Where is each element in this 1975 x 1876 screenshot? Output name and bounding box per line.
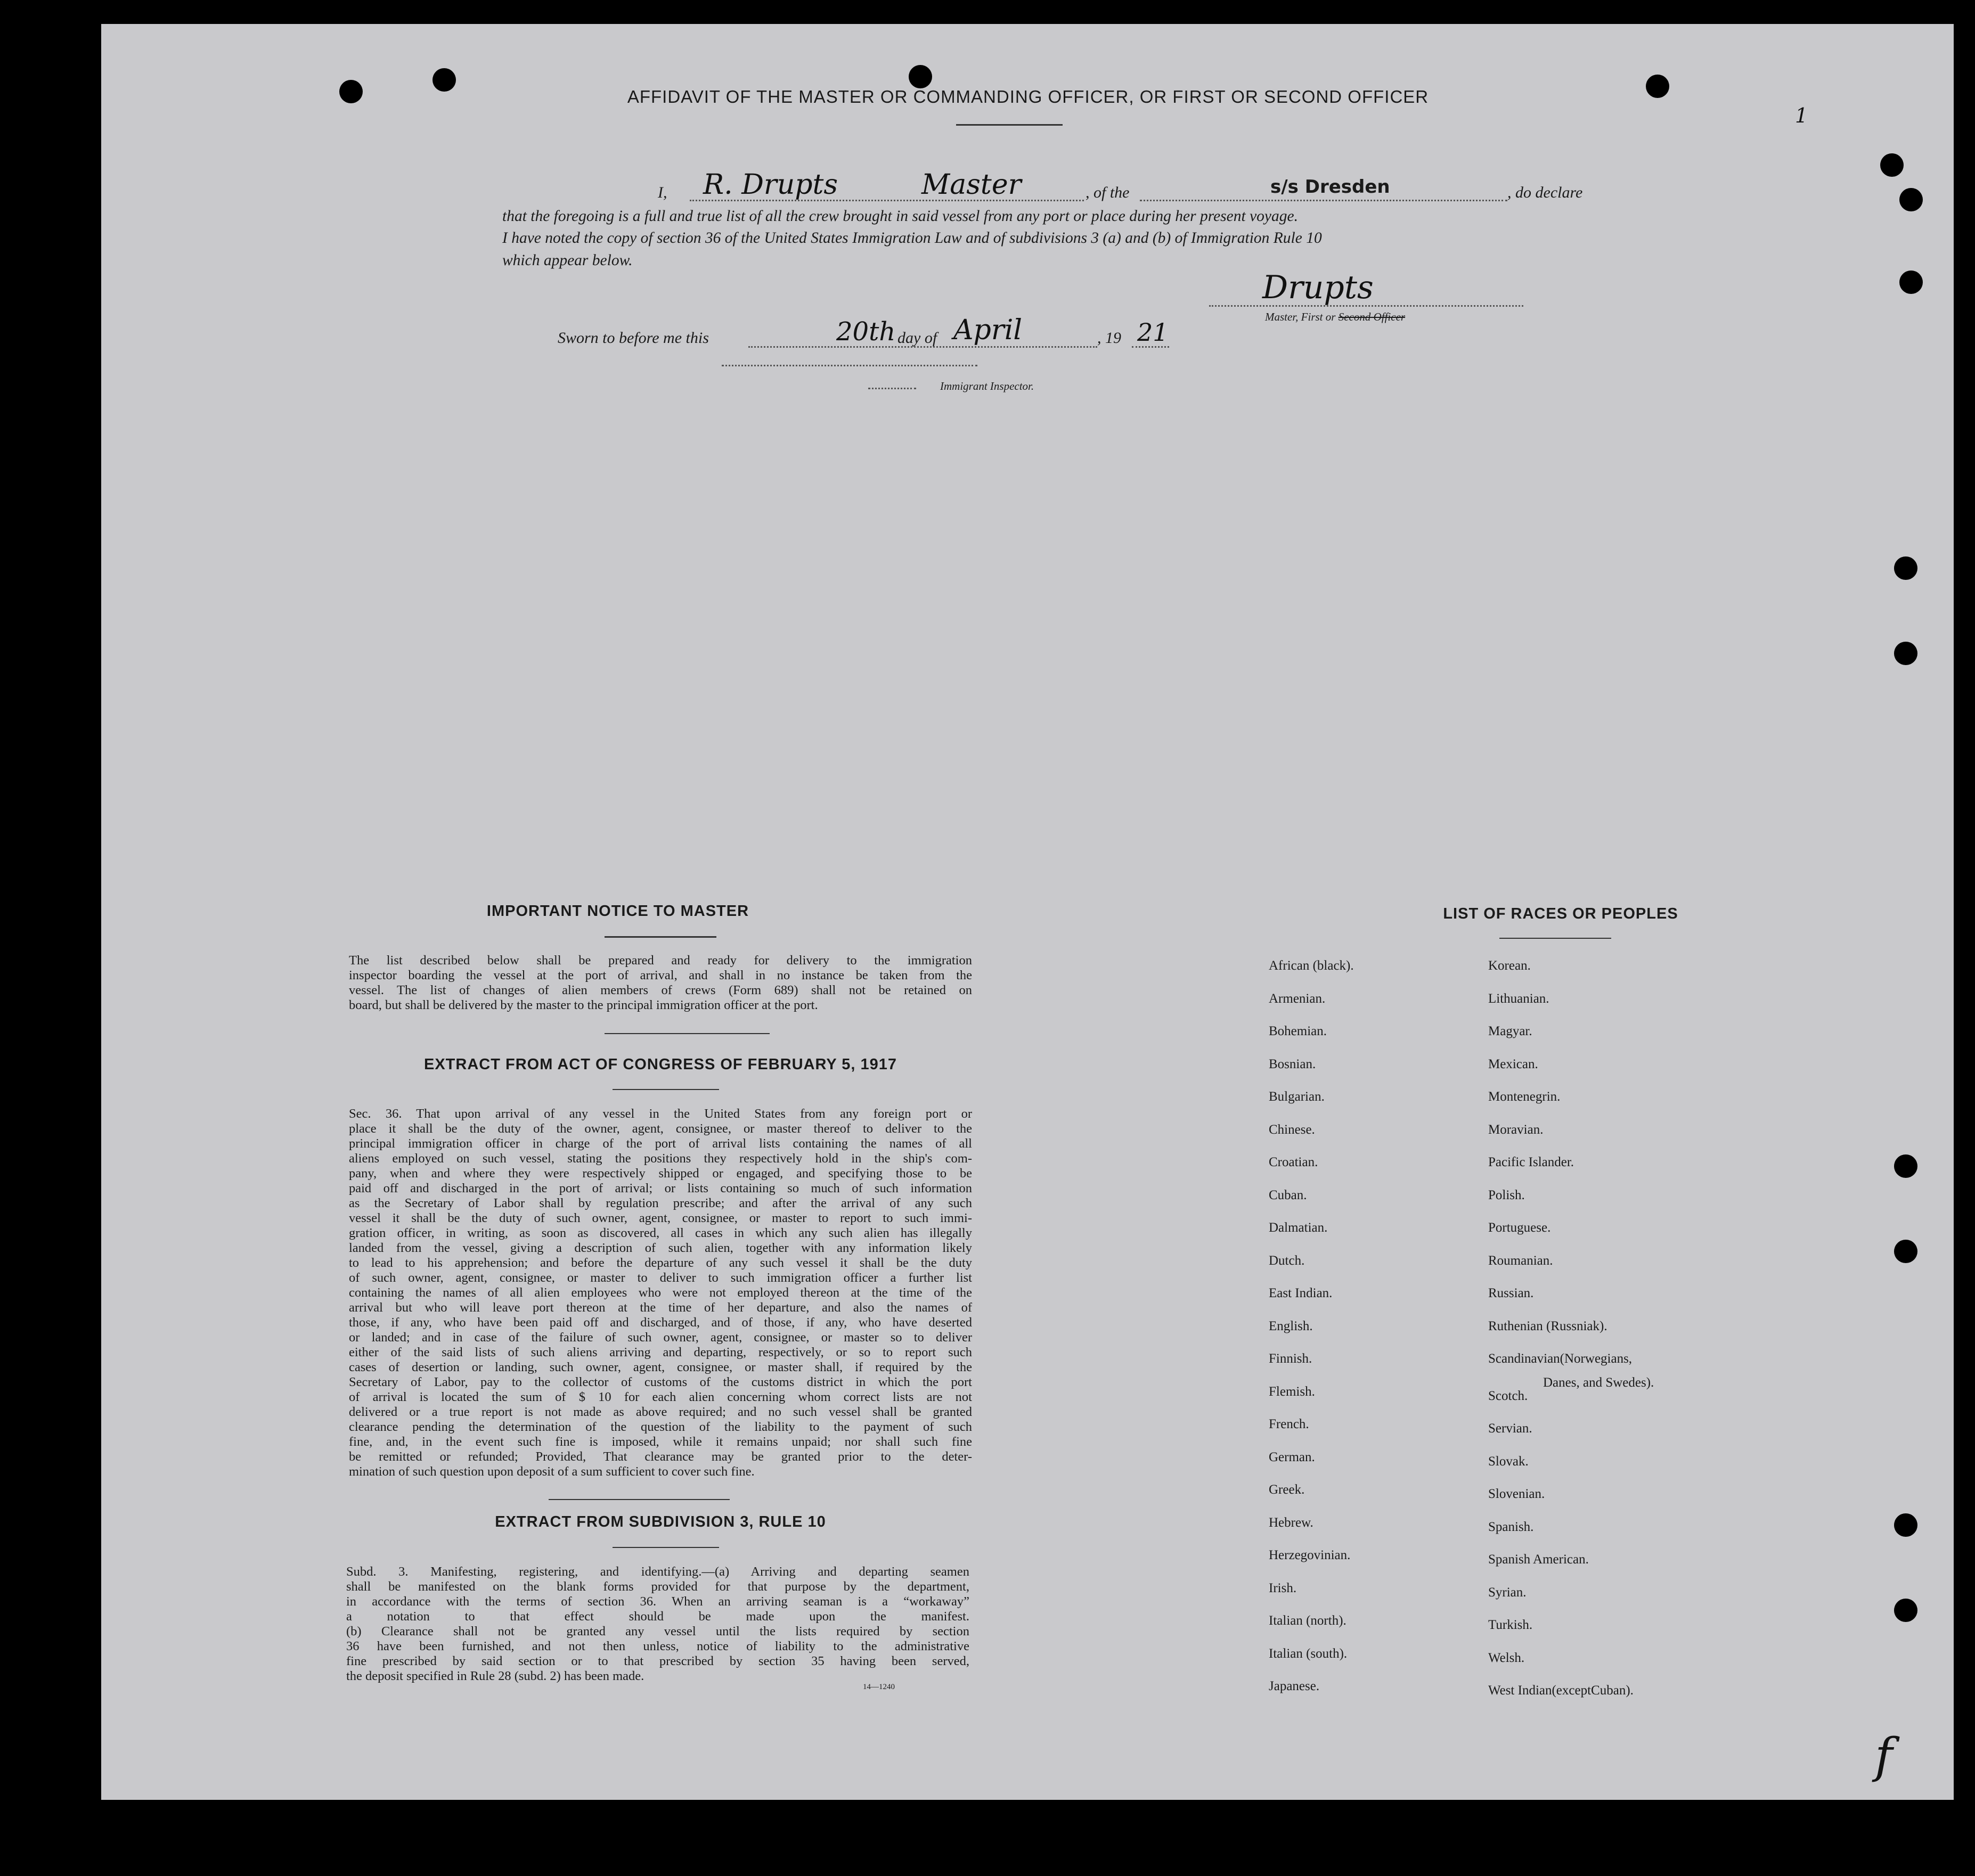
text-line: either of the said lists of such aliens arriving and departing, respectively, or so to report such xyxy=(349,1345,972,1359)
race-item: Flemish. xyxy=(1269,1385,1315,1399)
name-line xyxy=(690,200,1084,201)
punch-hole xyxy=(339,80,363,103)
text-line: those, if any, who have been paid off and discharged, and of those, if any, who have deserted xyxy=(349,1315,972,1330)
divider xyxy=(605,1033,770,1034)
race-item: Chinese. xyxy=(1269,1123,1315,1137)
text-line: or landed; and in case of the failure of such owner, agent, consignee, or master so to deliver xyxy=(349,1330,972,1345)
of-the-text: , of the xyxy=(1086,184,1130,201)
race-item: Dutch. xyxy=(1269,1254,1305,1268)
sworn-year: 21 xyxy=(1137,318,1169,347)
race-item: East Indian. xyxy=(1269,1286,1333,1300)
do-declare-text: , do declare xyxy=(1507,184,1583,201)
race-item: Mexican. xyxy=(1488,1057,1538,1071)
text-line: board, but shall be delivered by the master to the principal immigration officer at the port. xyxy=(349,998,818,1012)
race-item: Dalmatian. xyxy=(1269,1220,1328,1235)
form-number: 14—1240 xyxy=(863,1683,895,1691)
punch-hole xyxy=(1894,1240,1917,1263)
text-line: pany, when and where they were respectively shipped or engaged, and specifying those to be xyxy=(349,1166,972,1181)
race-item: Italian (north). xyxy=(1269,1613,1346,1628)
text-line: fine prescribed by said section or to that prescribed by section 35 having been served, xyxy=(346,1654,969,1668)
text-line: vessel it shall be the duty of such owner, agent, consignee, or master to report to such immi- xyxy=(349,1211,972,1225)
race-item: Servian. xyxy=(1488,1421,1532,1436)
race-item: Irish. xyxy=(1269,1581,1297,1595)
text-line: inspector boarding the vessel at the port of arrival, and shall in no instance be taken from the xyxy=(349,968,972,982)
races-title: LIST OF RACES OR PEOPLES xyxy=(1443,905,1678,922)
race-item: Welsh. xyxy=(1488,1651,1525,1665)
punch-hole xyxy=(1894,1513,1917,1537)
race-item: Montenegrin. xyxy=(1488,1089,1561,1104)
text-line: clearance pending the determination of the question of the liability to the payment of such xyxy=(349,1420,972,1434)
sworn-day: 20th xyxy=(836,317,896,347)
affidavit-title: AFFIDAVIT OF THE MASTER OR COMMANDING OFFICER, OR FIRST OR SECOND OFFICER xyxy=(627,87,1429,107)
affidavit-line3: I have noted the copy of section 36 of the United States Immigration Law and of subdivisions 3 (a) and (b) of Immigration Rule 10 xyxy=(502,230,1322,247)
race-item: Russian. xyxy=(1488,1286,1534,1300)
race-item: Turkish. xyxy=(1488,1618,1533,1632)
text-line: arrival but who will leave port thereon at the time of her departure, and also the names of xyxy=(349,1300,972,1315)
year-line xyxy=(1132,346,1169,348)
master-name: R. Drupts xyxy=(703,169,838,201)
signature-caption xyxy=(1265,310,1405,324)
race-item: Cuban. xyxy=(1269,1188,1307,1202)
race-item: French. xyxy=(1269,1417,1309,1431)
race-item: Slovenian. xyxy=(1488,1487,1545,1501)
text-line: the deposit specified in Rule 28 (subd. 2) has been made. xyxy=(346,1669,644,1683)
text-line: cases of desertion or landing, such owner, agent, consignee, or master shall, if required by the xyxy=(349,1360,972,1374)
affidavit-line2: that the foregoing is a full and true list of all the crew brought in said vessel from any port or place during her present voyage. xyxy=(502,208,1298,225)
race-item: Croatian. xyxy=(1269,1155,1318,1169)
extract-rule-body xyxy=(346,1564,969,1684)
master-signature: Drupts xyxy=(1262,269,1374,306)
master-rank: Master xyxy=(921,169,1022,201)
text-line: fine, and, in the event such fine is imposed, while it remains unpaid; nor shall such fine xyxy=(349,1435,972,1449)
punch-hole xyxy=(1894,556,1917,580)
day-of-text: day of xyxy=(897,329,937,347)
text-line: delivered or a true report is not made as above required; and no such vessel shall be granted xyxy=(349,1405,972,1419)
races-underline xyxy=(1499,938,1611,939)
text-line: be remitted or refunded; Provided, That clearance may be granted prior to the deter- xyxy=(349,1449,972,1464)
extract-rule-underline xyxy=(613,1547,719,1548)
race-item: Slovak. xyxy=(1488,1454,1529,1469)
text-line: Subd. 3. Manifesting, registering, and identifying.—(a) Arriving and departing seamen xyxy=(346,1564,969,1579)
text-line: 36 have been furnished, and not then unless, notice of liability to the administrative xyxy=(346,1639,969,1653)
affidavit-i: I, xyxy=(658,184,667,201)
vessel-name: s/s Dresden xyxy=(1270,176,1390,198)
text-line: landed from the vessel, giving a description of such alien, together with any information likely xyxy=(349,1241,972,1255)
punch-hole xyxy=(909,65,932,88)
year-prefix: , 19 xyxy=(1097,329,1121,347)
race-item: Scandinavian(Norwegians, xyxy=(1488,1351,1633,1366)
text-line: paid off and discharged in the port of arrival; or lists containing so much of such information xyxy=(349,1181,972,1195)
extract-rule-title: EXTRACT FROM SUBDIVISION 3, RULE 10 xyxy=(495,1513,826,1530)
text-line: containing the names of all alien employees who were not employed thereon at the time of the xyxy=(349,1285,972,1300)
race-item: Spanish. xyxy=(1488,1520,1534,1534)
text-line: a notation to that effect should be made upon the manifest. xyxy=(346,1609,969,1624)
text-line: mination of such question upon deposit of a sum sufficient to cover such fine. xyxy=(349,1464,755,1479)
text-line: of arrival is located the sum of $ 10 for each alien concerning whom correct lists are not xyxy=(349,1390,972,1404)
vessel-line xyxy=(1140,200,1507,201)
text-line: in accordance with the terms of section 36. When an arriving seaman is a “workaway” xyxy=(346,1594,969,1609)
race-item: Syrian. xyxy=(1488,1585,1527,1600)
document-sheet xyxy=(101,24,1954,1800)
margin-mark: f xyxy=(1875,1728,1893,1784)
notice-body xyxy=(349,953,972,1013)
race-item: Korean. xyxy=(1488,959,1531,973)
text-line: as the Secretary of Labor shall by regulation prescribe; and after the arrival of any such xyxy=(349,1196,972,1210)
text-line: place it shall be the duty of the owner, agent, consignee, or master thereof to deliver to the xyxy=(349,1121,972,1136)
sworn-text: Sworn to before me this xyxy=(558,329,709,347)
race-item: Spanish American. xyxy=(1488,1552,1589,1567)
text-line: gration officer, in writing, as soon as discovered, all cases in which any such alien has illegally xyxy=(349,1226,972,1240)
text-line: Sec. 36. That upon arrival of any vessel in the United States from any foreign port or xyxy=(349,1107,972,1121)
text-line: principal immigration officer in charge of the port of arrival lists containing the names of all xyxy=(349,1136,972,1151)
race-item: Roumanian. xyxy=(1488,1254,1553,1268)
race-item: Herzegovinian. xyxy=(1269,1548,1351,1562)
punch-hole xyxy=(1899,188,1923,211)
caption-struck: Second Officer xyxy=(1338,310,1406,323)
punch-hole xyxy=(1646,75,1669,98)
race-continuation: Danes, and Swedes). xyxy=(1543,1375,1654,1390)
sworn-month: April xyxy=(953,314,1022,346)
punch-hole xyxy=(1899,271,1923,294)
punch-hole xyxy=(1894,642,1917,665)
text-line: shall be manifested on the blank forms provided for that purpose by the department, xyxy=(346,1579,969,1594)
race-item: Bosnian. xyxy=(1269,1057,1316,1071)
race-item: German. xyxy=(1269,1450,1315,1464)
notice-title: IMPORTANT NOTICE TO MASTER xyxy=(486,903,749,920)
race-item: Finnish. xyxy=(1269,1351,1312,1366)
affidavit-line4: which appear below. xyxy=(502,252,633,269)
inspector-line-short xyxy=(868,388,916,389)
race-item: African (black). xyxy=(1269,959,1354,973)
text-line: The list described below shall be prepared and ready for delivery to the immigration xyxy=(349,953,972,968)
race-item: Italian (south). xyxy=(1269,1646,1348,1661)
caption-prefix: Master, First or xyxy=(1265,310,1339,323)
title-underline xyxy=(956,124,1063,126)
race-item: Moravian. xyxy=(1488,1123,1544,1137)
text-line: of such owner, agent, consignee, or master to deliver to such immigration officer a further list xyxy=(349,1271,972,1285)
punch-hole xyxy=(1894,1154,1917,1178)
text-line: to lead to his apprehension; and before the departure of any such vessel it shall be the duty xyxy=(349,1256,972,1270)
race-item: Ruthenian (Russniak). xyxy=(1488,1319,1607,1333)
race-item: Polish. xyxy=(1488,1188,1525,1202)
race-item: Bohemian. xyxy=(1269,1024,1327,1038)
race-item: Portuguese. xyxy=(1488,1220,1551,1235)
race-item: West Indian(exceptCuban). xyxy=(1488,1683,1634,1698)
race-item: Pacific Islander. xyxy=(1488,1155,1574,1169)
race-item: Scotch. xyxy=(1488,1389,1528,1403)
race-item: Japanese. xyxy=(1269,1679,1320,1693)
text-line: (b) Clearance shall not be granted any vessel until the lists required by section xyxy=(346,1624,969,1639)
race-item: Hebrew. xyxy=(1269,1515,1313,1530)
race-item: Lithuanian. xyxy=(1488,992,1549,1006)
extract-act-underline xyxy=(613,1089,719,1090)
extract-act-body xyxy=(349,1107,972,1479)
text-line: Secretary of Labor, pay to the collector of customs of the customs district in which the port xyxy=(349,1375,972,1389)
race-item: Bulgarian. xyxy=(1269,1089,1325,1104)
race-item: Magyar. xyxy=(1488,1024,1532,1038)
race-item: Greek. xyxy=(1269,1482,1305,1497)
race-item: English. xyxy=(1269,1319,1313,1333)
race-item: Armenian. xyxy=(1269,992,1326,1006)
punch-hole xyxy=(1894,1599,1917,1622)
inspector-caption: Immigrant Inspector. xyxy=(940,380,1034,392)
text-line: vessel. The list of changes of alien members of crews (Form 689) shall not be retained on xyxy=(349,983,972,997)
divider xyxy=(549,1499,730,1500)
inspector-line xyxy=(722,365,977,366)
extract-act-title: EXTRACT FROM ACT OF CONGRESS OF FEBRUARY 5, 1917 xyxy=(423,1056,897,1073)
notice-underline xyxy=(605,936,716,938)
punch-hole xyxy=(1880,153,1904,177)
margin-mark: 1 xyxy=(1795,104,1808,127)
text-line: aliens employed on such vessel, stating the positions they respectively hold in the ship's com- xyxy=(349,1151,972,1166)
signature-line xyxy=(1209,305,1523,307)
